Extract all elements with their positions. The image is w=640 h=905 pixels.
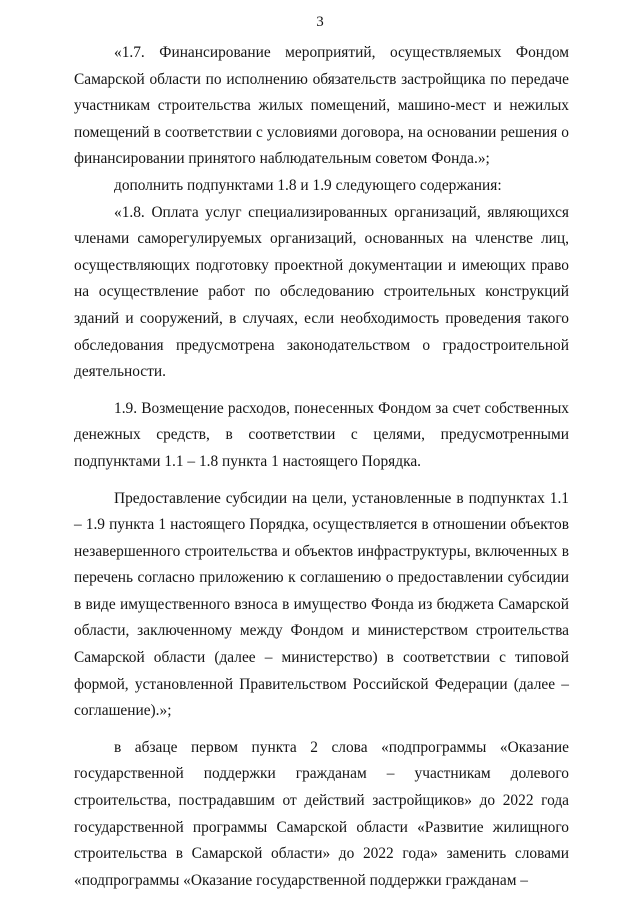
paragraph-add-subitems: дополнить подпунктами 1.8 и 1.9 следующего содержания: [114, 176, 502, 194]
page-number: 3 [316, 14, 324, 30]
paragraph-item-2: в абзаце первом пункта 2 слова «подпрограммы «Оказание государственной поддержки гражданам – участникам долевого строительства, пострадавшим от действий застройщиков» до 2022 года государственной программы Самарской области «Развитие жилищного строительства в Самарской области» до 2022 года» заменить словами «подпрограммы «Оказание государственной поддержки гражданам – [74, 738, 569, 889]
paragraph-1-7: «1.7. Финансирование мероприятий, осуществляемых Фондом Самарской области по исполнению обязательств застройщика по передаче участникам строительства жилых помещений, машино-мест и нежилых помещений в соответствии с условиями договора, на основании решения о финансировании принятого наблюдательным советом Фонда.»; [74, 44, 569, 168]
paragraph-1-9: 1.9. Возмещение расходов, понесенных Фондом за счет собственных денежных средств, в соответствии с целями, предусмотренными подпунктами 1.1 – 1.8 пункта 1 настоящего Порядка. [74, 399, 569, 470]
document-body [74, 40, 569, 894]
paragraph-subsidy: Предоставление субсидии на цели, установленные в подпунктах 1.1 – 1.9 пункта 1 настоящего Порядка, осуществляется в отношении объектов незавершенного строительства и объектов инфраструктуры, включенных в перечень согласно приложению к соглашению о предоставлении субсидии в виде имущественного взноса в имущество Фонда из бюджета Самарской области, заключенному между Фондом и министерством строительства Самарской области (далее – министерство) в соответствии с типовой формой, установленной Правительством Российской Федерации (далее – соглашение).»; [74, 489, 569, 720]
paragraph-1-8: «1.8. Оплата услуг специализированных организаций, являющихся членами саморегулируемых организаций, основанных на членстве лиц, осуществляющих подготовку проектной документации и имеющих право на осуществление работ по обследованию строительных конструкций зданий и сооружений, в случаях, если необходимость проведения такого обследования предусмотрена законодательством о градостроительной деятельности. [74, 203, 569, 381]
